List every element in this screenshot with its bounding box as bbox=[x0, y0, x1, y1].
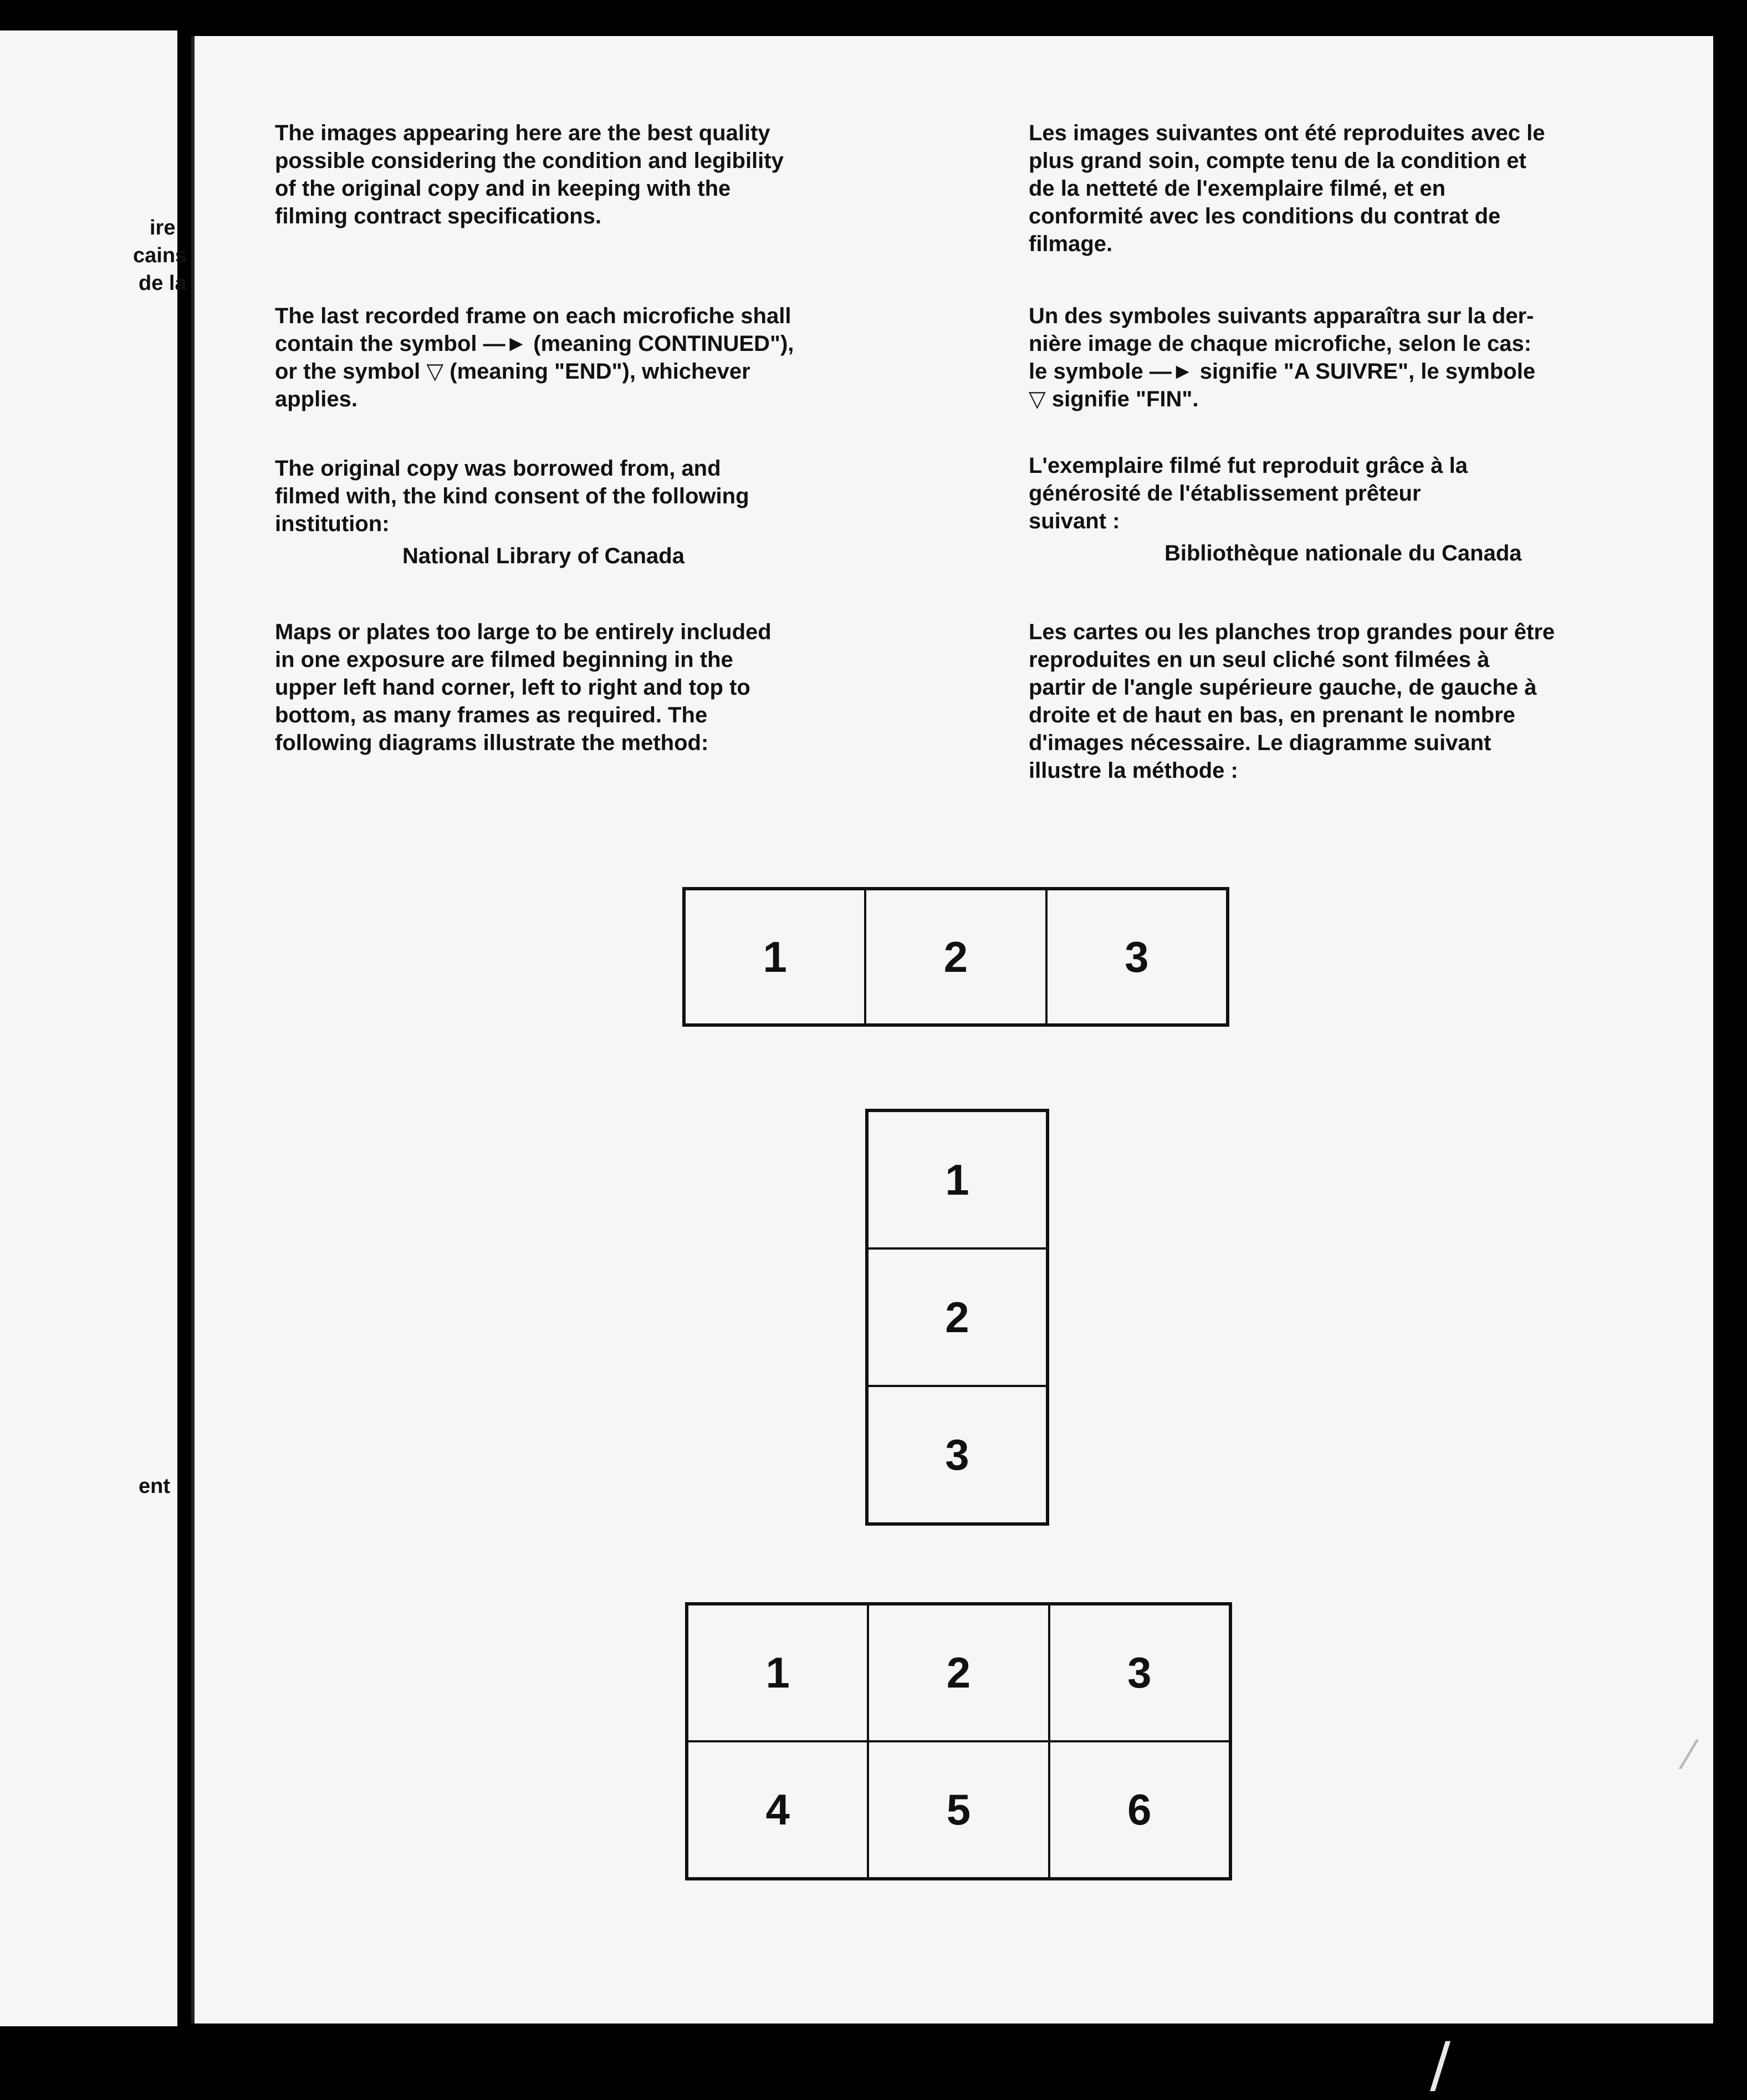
diagram-cell: 2 bbox=[866, 890, 1045, 1023]
diagram-cell: 3 bbox=[869, 1387, 1046, 1522]
diagram-cell: 2 bbox=[869, 1250, 1046, 1385]
diagram-cell: 1 bbox=[869, 1112, 1046, 1247]
diagram-cell: 1 bbox=[686, 890, 864, 1023]
diagram-grid bbox=[685, 1602, 1232, 1880]
fr-paragraph-quality: Les images suivantes ont été reproduites avec le plus grand soin, compte tenu de la condition et de la netteté de l'exemplaire filmé, et en conformité avec les conditions du contrat de filmage. bbox=[1029, 121, 1545, 256]
microfiche-target-page bbox=[191, 36, 1713, 2023]
en-institution-name: National Library of Canada bbox=[402, 544, 685, 568]
en-paragraph-quality: The images appearing here are the best quality possible considering the condition and legibility of the original copy and in keeping with the filming contract specifications. bbox=[275, 121, 784, 228]
en-paragraph-symbols: The last recorded frame on each microfiche shall contain the symbol —► (meaning CONTINUED"), or the symbol ▽ (meaning "END"), whichever applies. bbox=[275, 304, 794, 411]
english-column bbox=[275, 455, 912, 568]
diagram-cell: 4 bbox=[688, 1742, 867, 1877]
diagram-cell: 6 bbox=[1050, 1742, 1229, 1877]
english-column bbox=[275, 302, 912, 413]
french-column bbox=[1029, 618, 1666, 784]
diagram-column bbox=[865, 1109, 1049, 1526]
scratch-mark-icon: / bbox=[1430, 2029, 1451, 2100]
diagram-cell: 1 bbox=[688, 1605, 867, 1740]
french-column bbox=[1029, 119, 1666, 258]
en-paragraph-original-copy: The original copy was borrowed from, and filmed with, the kind consent of the following institution: bbox=[275, 456, 749, 536]
fragment-text: ent bbox=[139, 1475, 170, 1498]
diagram-row bbox=[682, 887, 1229, 1027]
fr-paragraph-maps: Les cartes ou les planches trop grandes pour être reproduites en un seul cliché sont filmées à partir de l'angle supérieure gauche, de gauche à droite et de haut en bas, en prenant le nombre d'images nécessaire. Le diagramme suivant illustre la méthode : bbox=[1029, 620, 1555, 783]
fr-institution-name: Bibliothèque nationale du Canada bbox=[1164, 541, 1522, 565]
previous-page-edge bbox=[0, 30, 187, 2026]
fr-paragraph-symbols: Un des symboles suivants apparaîtra sur la der- nière image de chaque microfiche, selon le cas: le symbole —► signifie "A SUIVRE", le symbole ▽ signifie "FIN". bbox=[1029, 304, 1536, 411]
fragment-text: de la bbox=[139, 272, 187, 295]
diagram-cell: 3 bbox=[1050, 1605, 1229, 1740]
fr-paragraph-original-copy: L'exemplaire filmé fut reproduit grâce à la générosité de l'établissement prêteur suivant : bbox=[1029, 453, 1468, 533]
french-column bbox=[1029, 302, 1666, 413]
english-column bbox=[275, 119, 912, 230]
diagram-cell: 3 bbox=[1048, 890, 1226, 1023]
french-column bbox=[1029, 452, 1666, 565]
english-column bbox=[275, 618, 912, 757]
diagram-cell: 2 bbox=[869, 1605, 1048, 1740]
diagram-cell: 5 bbox=[869, 1742, 1048, 1877]
scratch-mark-icon: ⁄ bbox=[1685, 1732, 1692, 1778]
fragment-text: ire bbox=[150, 216, 176, 239]
fragment-text: cains bbox=[133, 244, 187, 267]
en-paragraph-maps: Maps or plates too large to be entirely included in one exposure are filmed beginning in the upper left hand corner, left to right and top to bottom, as many frames as required. The following diagrams illustrate the method: bbox=[275, 620, 772, 755]
